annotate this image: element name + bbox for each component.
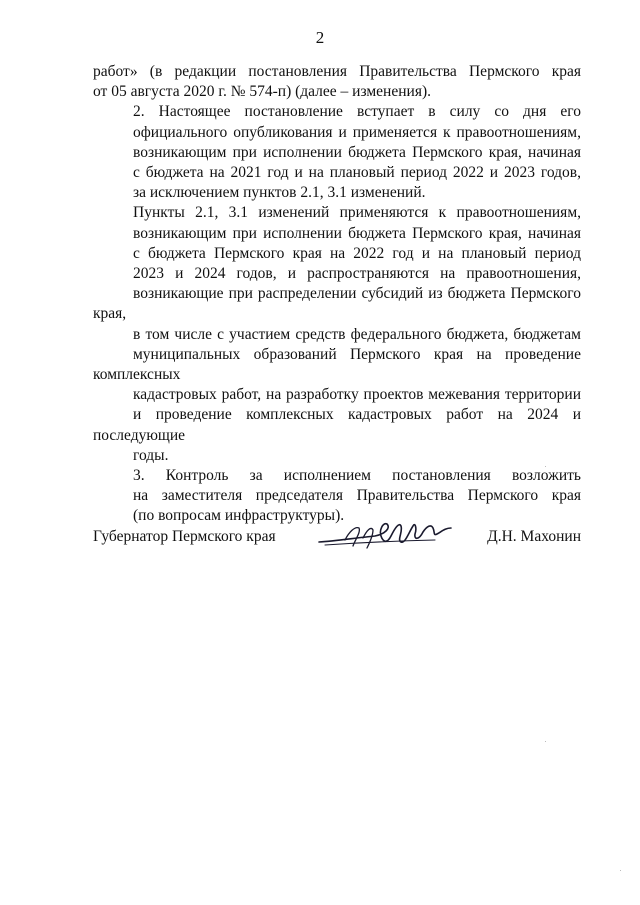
- signature-block: [93, 528, 581, 558]
- text-line: муниципальных образований Пермского края на проведение комплексных: [93, 345, 581, 384]
- text-line: кадастровых работ, на разработку проектов межевания территории: [133, 386, 581, 404]
- scan-speck: [545, 741, 546, 742]
- text-line: 2. Настоящее постановление вступает в силу со дня его: [133, 103, 581, 121]
- text-line: возникающим при исполнении бюджета Пермского края, начиная: [133, 224, 581, 242]
- paragraph-clause-2: [93, 102, 581, 203]
- handwritten-signature: [315, 514, 455, 554]
- text-line: и проведение комплексных кадастровых работ на 2024 и последующие: [93, 406, 581, 444]
- text-line: официального опубликования и применяется к правоотношениям,: [133, 123, 581, 141]
- text-line: возникающие при распределении субсидий из бюджета Пермского края,: [93, 285, 581, 323]
- text-line: за исключением пунктов 2.1, 3.1 изменений.: [133, 184, 426, 202]
- text-line: годы.: [133, 446, 169, 464]
- text-line: от 05 августа 2020 г. № 574-п) (далее – изменения).: [93, 83, 431, 101]
- document-body: [93, 62, 581, 527]
- scan-speck: [620, 870, 621, 871]
- paragraph-intro-continuation: [93, 62, 581, 102]
- signer-name: Д.Н. Махонин: [487, 528, 581, 545]
- signer-title: Губернатор Пермского края: [93, 528, 276, 545]
- text-line: работ» (в редакции постановления Правительства Пермского края: [93, 63, 581, 80]
- text-line: с бюджета Пермского края на 2022 год и на плановый период: [133, 244, 581, 262]
- text-line: на заместителя председателя Правительства Пермского края: [133, 487, 581, 505]
- text-line: возникающим при исполнении бюджета Пермского края, начиная: [133, 143, 581, 161]
- text-line: Пункты 2.1, 3.1 изменений применяются к правоотношениям,: [133, 204, 581, 222]
- page-number: 2: [315, 28, 325, 47]
- scan-speck: [545, 466, 546, 467]
- text-line: в том числе с участием средств федерального бюджета, бюджетам: [133, 325, 581, 343]
- text-line: 3. Контроль за исполнением постановления возложить: [133, 467, 581, 485]
- paragraph-clause-2-exceptions: [93, 203, 581, 466]
- text-line: 2023 и 2024 годов, и распространяются на правоотношения,: [133, 265, 581, 283]
- text-line: (по вопросам инфраструктуры).: [133, 507, 345, 525]
- text-line: с бюджета на 2021 год и на плановый период 2022 и 2023 годов,: [133, 164, 581, 182]
